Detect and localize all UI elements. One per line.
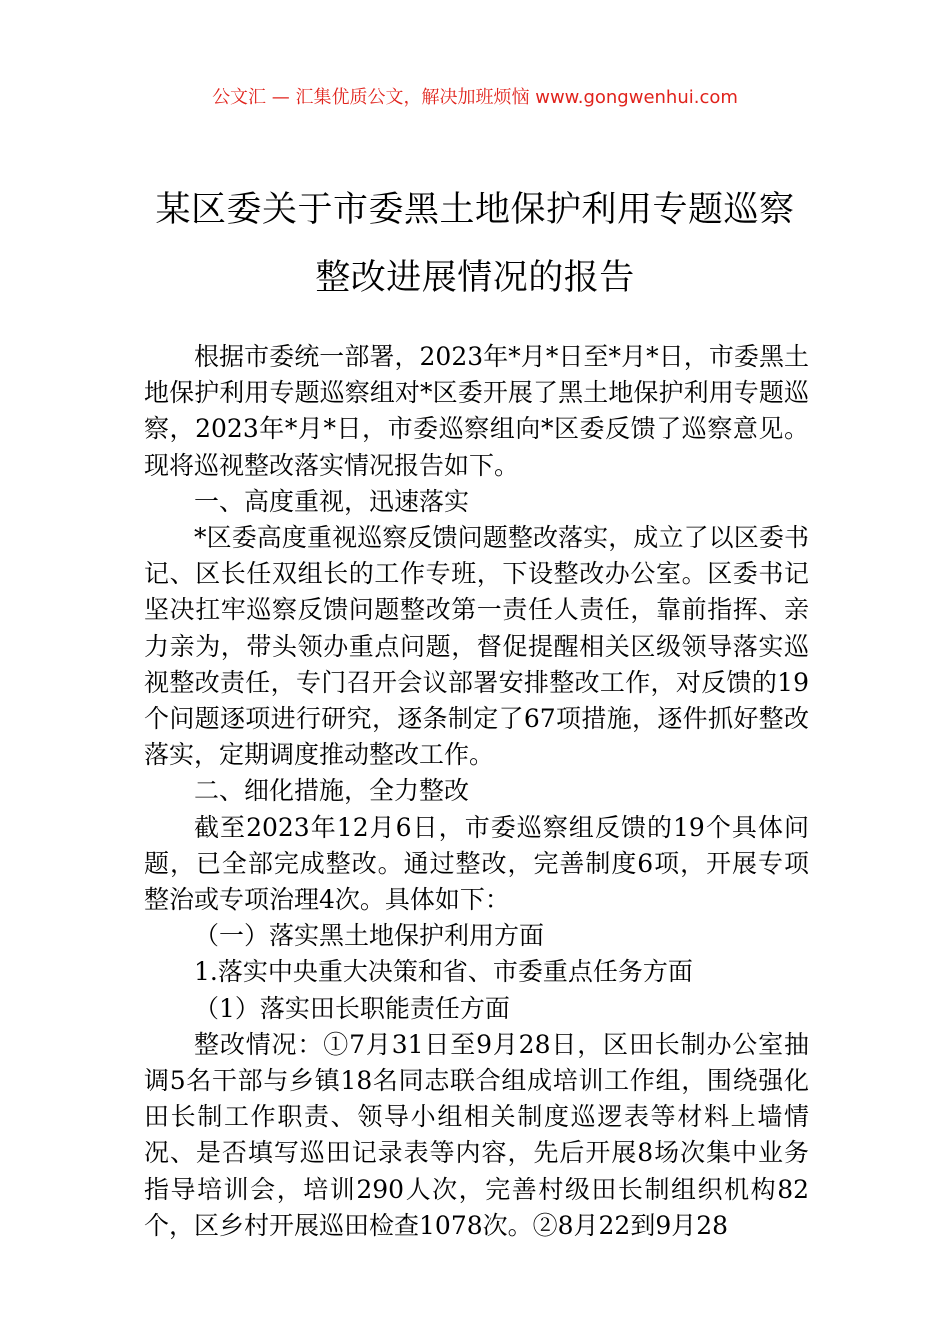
item-heading-1: 1.落实中央重大决策和省、市委重点任务方面 bbox=[194, 957, 693, 987]
section-heading-1: 一、高度重视，迅速落实 bbox=[194, 486, 470, 516]
subitem-heading-1: （1）落实田长职能责任方面 bbox=[194, 993, 510, 1023]
watermark-header: 公文汇 — 汇集优质公文，解决加班烦恼 www.gongwenhui.com bbox=[212, 87, 738, 108]
paragraph-section-2: 截至2023年12月6日，市委巡察组反馈的19个具体问题，已全部完成整改。通过整改，完善制度6项，开展专项整治或专项治理4次。具体如下： bbox=[144, 812, 809, 915]
title-line-2: 整改进展情况的报告 bbox=[315, 258, 635, 298]
title-line-1: 某区委关于市委黑土地保护利用专题巡察 bbox=[155, 190, 795, 230]
paragraph-rectification: 整改情况：①7月31日至9月28日，区田长制办公室抽调5名干部与乡镇18名同志联合组成培训工作组，围绕强化田长制工作职责、领导小组相关制度巡逻表等材料上墙情况、是否填写巡田记录表等内容，先后开展8场次集中业务指导培训会，培训290人次，完善村级田长制组织机构82个，区乡村开展巡田检查1078次。②8月22到9月28 bbox=[144, 1029, 809, 1240]
paragraph-section-1: *区委高度重视巡察反馈问题整改落实，成立了以区委书记、区长任双组长的工作专班，下设整改办公室。区委书记坚决扛牢巡察反馈问题整改第一责任人责任，靠前指挥、亲力亲为，带头领办重点问题，督促提醒相关区级领导落实巡视整改责任，专门召开会议部署安排整改工作，对反馈的19个问题逐项进行研究，逐条制定了67项措施，逐件抓好整改落实，定期调度推动整改工作。 bbox=[144, 523, 809, 770]
section-heading-2: 二、细化措施，全力整改 bbox=[194, 776, 470, 806]
document-title bbox=[0, 176, 950, 312]
subsection-heading-1: （一）落实黑土地保护利用方面 bbox=[194, 921, 545, 951]
paragraph-intro: 根据市委统一部署，2023年*月*日至*月*日，市委黑土地保护利用专题巡察组对*区委开展了黑土地保护利用专题巡察，2023年*月*日，市委巡察组向*区委反馈了巡察意见。现将巡视整改落实情况报告如下。 bbox=[144, 342, 809, 480]
document-body bbox=[144, 339, 809, 1244]
